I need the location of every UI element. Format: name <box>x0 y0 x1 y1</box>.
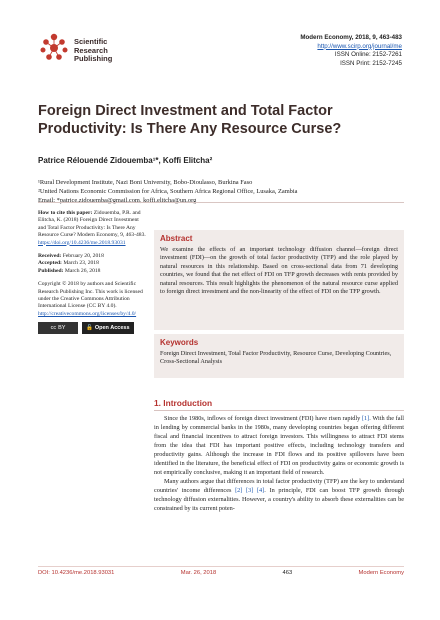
publisher-name <box>74 38 112 64</box>
publisher-name-line: Publishing <box>74 54 113 63</box>
header-divider <box>38 202 404 203</box>
intro-p1-text-b: . With the fall in lending by commercial banks in the 1980s, many developing countries began offering different fiscal and financial incentives to attract foreign investors. This willingness to attract FDI stems from the idea that FDI has important positive effects, including technology transfers and productivity gains. Although the increase in FDI flows and its positive spillovers have been identified in the literature, the beneficial effect of FDI on productivity gains or economic growth is not empirically conclusive, making it an important field of research. <box>154 415 404 476</box>
section-heading-introduction: 1. Introduction <box>154 398 404 411</box>
cite-text: Zidouemba, P.R. and Elitcha, K. (2018) Foreign Direct Investment and Total Factor Productivity: Is There Any Resource Curse? Modern Economy, 9, 463-483. <box>38 210 146 239</box>
published-date: March 26, 2018 <box>64 267 101 274</box>
dates-block <box>38 253 148 275</box>
introduction-body <box>154 414 404 513</box>
page-number: 463 <box>282 570 293 576</box>
abstract-text: We examine the effects of an important technology diffusion channel—foreign direct investment (FDI)—on the growth of total factor productivity (TFP) and the role played by natural resources in this relationship. Based on cross-sectional data from 71 developing countries, we found that the net effect of FDI on TFP growth decreases with rents provided by natural resources. This result highlights the phenomenon of the natural resource curse applied to foreign direct investment and the non-linearity of the effect of FDI on the TFP growth. <box>160 246 398 296</box>
copyright-text: Copyright © 2018 by authors and Scientific Research Publishing Inc. This work is licensed under the Creative Commons Attribution International License (CC BY 4.0). <box>38 281 143 310</box>
abstract-box <box>154 230 404 330</box>
published-label: Published: <box>38 267 64 274</box>
cc-by-label: BY <box>58 324 66 331</box>
publisher-logo <box>38 32 158 72</box>
received-date: February 20, 2018 <box>62 253 104 260</box>
cc-by-badge[interactable] <box>38 322 78 334</box>
journal-url-link[interactable]: http://www.scirp.org/journal/me <box>317 42 402 50</box>
cc-icon: cc <box>50 324 57 331</box>
article-sidebar <box>38 210 148 340</box>
footer-date: Mar. 26, 2018 <box>180 570 217 576</box>
affiliation-2: ²United Nations Economic Commission for Africa, Southern Africa Regional Office, Lusaka, Zambia <box>38 188 298 195</box>
scirp-logo-icon <box>38 32 70 64</box>
citation-link[interactable]: [1] <box>361 415 370 422</box>
doi-link[interactable]: https://doi.org/10.4236/me.2018.93031 <box>38 239 126 246</box>
cite-label: How to cite this paper: <box>38 210 93 216</box>
accepted-date: March 23, 2018 <box>63 260 99 267</box>
journal-citation: Modern Economy, 2018, 9, 463-483 <box>300 34 402 41</box>
article-authors: Patrice Rélouendé Zidouemba¹*, Koffi Elitcha² <box>38 156 213 165</box>
footer-doi: DOI: 10.4236/me.2018.93031 <box>38 570 115 576</box>
citation-block <box>38 210 148 247</box>
affiliations <box>38 178 298 205</box>
open-access-label: Open Access <box>94 324 130 331</box>
publisher-name-line: Research <box>74 45 108 55</box>
page-footer <box>38 566 404 578</box>
author-emails: Email: *patrice.zidouemba@gmail.com, koffi.elitcha@un.org <box>38 197 197 204</box>
license-badges <box>38 322 148 334</box>
issn-online: ISSN Online: 2152-7261 <box>334 51 402 59</box>
copyright-block <box>38 281 148 334</box>
received-label: Received: <box>38 253 62 260</box>
publisher-name-line: Scientific <box>74 37 108 46</box>
intro-p2-text-b: . In principle, FDI can boost TFP growth through technology diffusion externalities. However, a country's ability to absorb these externalities can be constrained by its current poten- <box>154 487 404 512</box>
abstract-heading: Abstract <box>160 234 193 243</box>
footer-journal: Modern Economy <box>358 570 404 576</box>
intro-p1-text-a: Since the 1980s, inflows of foreign direct investment (FDI) have risen rapidly <box>164 415 362 422</box>
license-link[interactable]: http://creativecommons.org/licenses/by/4.0/ <box>38 310 137 317</box>
journal-info <box>300 34 402 68</box>
accepted-label: Accepted: <box>38 260 62 267</box>
affiliation-1: ¹Rural Development Institute, Nazi Boni University, Bobo-Dioulasso, Burkina Faso <box>38 179 253 186</box>
intro-p2-text-a: Many authors argue that differences in total factor productivity (TFP) are the key to understand countries' income differences <box>154 478 404 494</box>
citation-link[interactable]: [2] [3] [4] <box>235 487 265 494</box>
keywords-text: Foreign Direct Investment, Total Factor Productivity, Resource Curse, Developing Countries, Cross-Sectional Analysis <box>160 350 392 366</box>
intro-paragraph-1 <box>154 414 404 477</box>
open-lock-icon: 🔓 <box>86 324 93 331</box>
open-access-badge[interactable] <box>82 322 134 334</box>
keywords-box <box>154 334 404 378</box>
article-title: Foreign Direct Investment and Total Factor Productivity: Is There Any Resource Curse? <box>38 103 342 137</box>
keywords-heading: Keywords <box>160 338 199 347</box>
issn-print: ISSN Print: 2152-7245 <box>340 59 402 67</box>
intro-paragraph-2 <box>154 477 404 513</box>
